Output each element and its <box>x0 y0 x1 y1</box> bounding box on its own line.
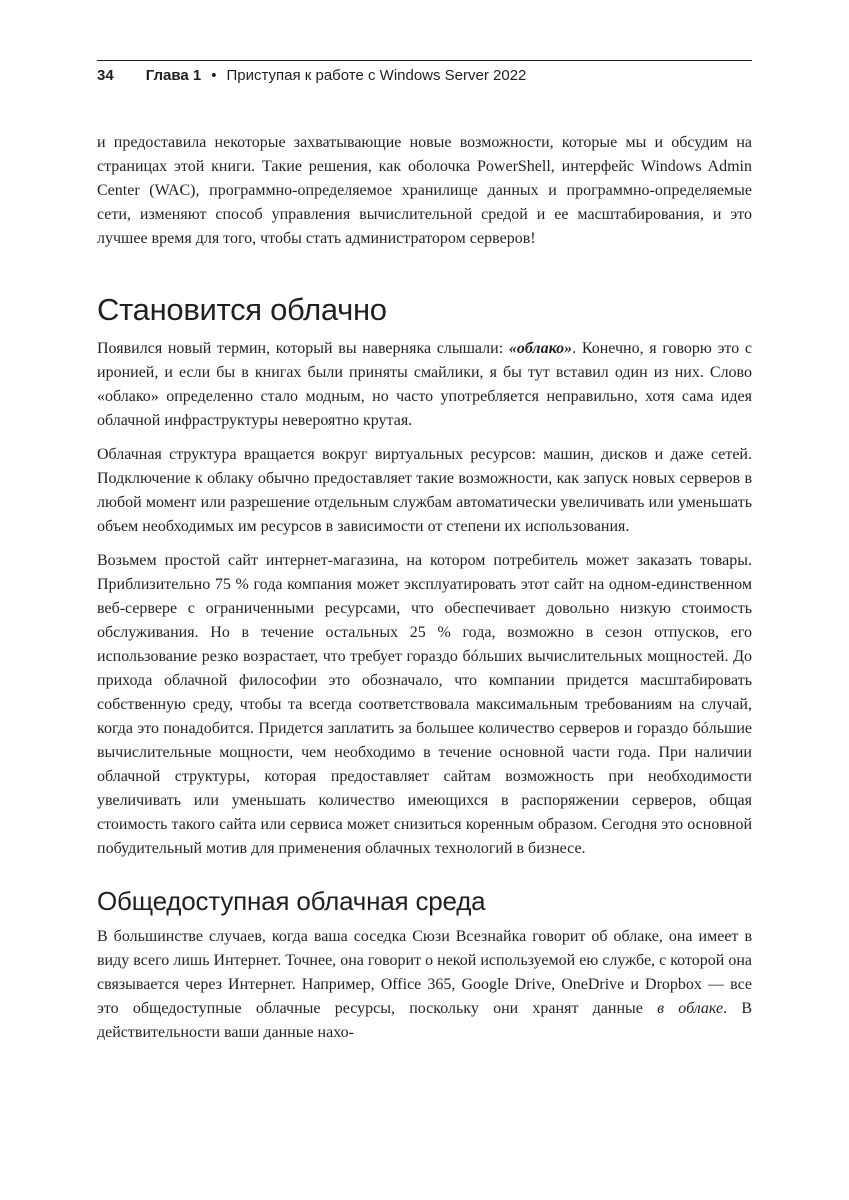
intro-paragraph: и предоставила некоторые захватывающие новые возможности, которые мы и обсудим на страницах этой книги. Такие решения, как оболочка PowerShell, интерфейс Windows Admin Center (WAC), программно-определяемое хранилище данных и программно-определяемые сети, изменяют способ управления вычислительной средой и ее масштабирования, и это лучшее время для того, чтобы стать администратором серверов! <box>97 134 752 247</box>
page-number: 34 <box>97 67 114 84</box>
cloud-term: «облако» <box>508 340 573 357</box>
section2-p1-text-after: . В действительности ваши данные нахо- <box>97 1000 753 1041</box>
section2-p1-text-before: В большинстве случаев, когда ваша соседка Сюзи Всезнайка говорит об облаке, она имеет в виду всего лишь Интернет. Точнее, она говорит о некой используемой ею службе, с которой она связывается через Интернет. Например, Office 365, Google Drive, OneDrive и Dropbox — все это общедоступные облачные ресурсы, поскольку они хранят данные <box>97 928 752 1017</box>
header-separator: • <box>211 67 217 84</box>
section1-paragraph-3: Возьмем простой сайт интернет-магазина, на котором потребитель может заказать товары. Приблизительно 75 % года компания может эксплуатировать этот сайт на одном-единственном веб-сервере с ограниченными ресурсами, что обеспечивает довольно низкую стоимость обслуживания. Но в течение остальных 25 % года, возможно в сезон отпусков, его использование резко возрастает, что требует гораздо бóльших вычислительных мощностей. До прихода облачной философии это обозначало, что компании придется масштабировать собственную среду, чтобы та всегда соответствовала максимальным требованиям на случай, когда это понадобится. Придется заплатить за большее количество серверов и гораздо бóльшие вычислительные мощности, чем необходимо в течение основной части года. При наличии облачной структуры, которая предоставляет сайтам возможность при необходимости увеличивать или уменьшать количество имеющихся в распоряжении серверов, общая стоимость такого сайта или сервиса может снизиться коренным образом. Сегодня это основной побудительный мотив для применения облачных технологий в бизнесе. <box>97 552 752 857</box>
section-heading-public-cloud: Общедоступная облачная среда <box>97 886 486 916</box>
running-header <box>97 60 752 85</box>
section1-p1-text-before: Появился новый термин, который вы наверняка слышали: <box>97 340 509 357</box>
body-text <box>97 131 752 1055</box>
section1-p1-text-after: . Конечно, я говорю это с иронией, и если бы в книгах были приняты смайлики, я бы тут вставил один из них. Слово «облако» определенно стало модным, но часто употребляется неправильно, хотя сама идея облачной инфраструктуры невероятно крутая. <box>97 340 752 429</box>
section-heading-cloudy: Становится облачно <box>97 292 387 327</box>
section1-paragraph-2: Облачная структура вращается вокруг виртуальных ресурсов: машин, дисков и даже сетей. Подключение к облаку обычно предоставляет такие возможности, как запуск новых серверов в любой момент или разрешение отдельным службам автоматически увеличивать или уменьшать объем необходимых им ресурсов в зависимости от степени их использования. <box>97 446 752 535</box>
in-cloud-term: в облаке <box>657 1000 724 1017</box>
chapter-label: Глава 1 <box>145 67 202 84</box>
section1-paragraph-1 <box>97 337 752 433</box>
section2-paragraph-1 <box>97 925 752 1045</box>
chapter-title: Приступая к работе с Windows Server 2022 <box>226 67 527 84</box>
